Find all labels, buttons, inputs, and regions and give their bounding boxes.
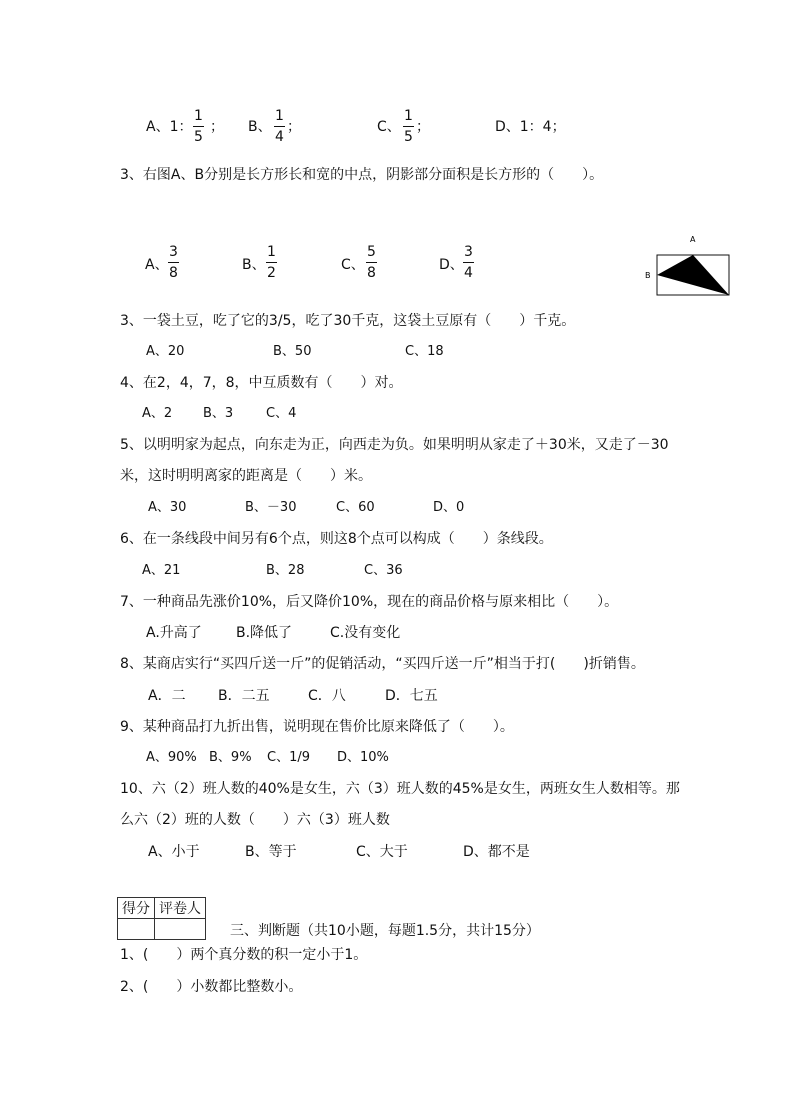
q3a-option-b-prefix: B、 — [242, 257, 266, 273]
numerator: 1 — [275, 108, 284, 124]
q5-option-c: C、60 — [336, 500, 375, 515]
shaded-triangle — [657, 255, 729, 295]
label-a: A — [690, 235, 696, 244]
numerator: 1 — [267, 244, 276, 260]
denominator: 4 — [275, 129, 284, 145]
q9-option-b: B、9% — [209, 750, 252, 765]
q5-question-line2: 米，这时明明离家的距离是（ ）米。 — [120, 468, 372, 484]
q3b-option-b: B、50 — [273, 344, 312, 359]
score-header: 得分 — [118, 898, 155, 919]
q4-question: 4、在2，4，7，8，中互质数有（ ）对。 — [120, 375, 403, 391]
grader-cell — [155, 919, 206, 940]
numerator: 3 — [464, 244, 473, 260]
q3a-option-a-prefix: A、 — [145, 257, 169, 273]
q3b-option-a: A、20 — [146, 344, 185, 359]
label-b: B — [645, 271, 651, 280]
q3b-option-c: C、18 — [405, 344, 444, 359]
q9-option-a: A、90% — [146, 750, 197, 765]
denominator: 5 — [194, 129, 203, 145]
q8-option-c: C．八 — [308, 688, 346, 704]
q3a-option-a-fraction — [168, 244, 179, 281]
q5-option-a: A、30 — [148, 500, 187, 515]
q2-option-b-suffix: ； — [287, 119, 301, 135]
q9-option-c: C、1/9 — [267, 750, 310, 765]
q10-option-a: A、小于 — [148, 844, 200, 860]
q3a-question: 3、右图A、B分别是长方形长和宽的中点，阴影部分面积是长方形的（ ）。 — [120, 167, 604, 183]
q8-option-a: A．二 — [148, 688, 186, 704]
q3a-option-c-fraction — [366, 244, 377, 281]
section3-q1: 1、( ）两个真分数的积一定小于1。 — [120, 947, 368, 963]
q4-option-c: C、4 — [266, 406, 297, 421]
q2-option-b-fraction — [274, 108, 285, 145]
q3a-option-c-prefix: C、 — [341, 257, 365, 273]
q4-option-a: A、2 — [142, 406, 173, 421]
q3a-option-d-fraction — [463, 244, 474, 281]
q5-option-b: B、－30 — [245, 500, 297, 515]
q3a-option-d-prefix: D、 — [439, 257, 464, 273]
q10-question-line2: 么六（2）班的人数（ ）六（3）班人数 — [120, 812, 390, 828]
q9-question: 9、某种商品打九折出售，说明现在售价比原来降低了（ ）。 — [120, 719, 514, 735]
q6-option-a: A、21 — [142, 563, 181, 578]
q7-option-c: C.没有变化 — [330, 625, 401, 641]
q8-option-b: B．二五 — [218, 688, 270, 704]
q7-option-b: B.降低了 — [236, 625, 293, 641]
numerator: 5 — [367, 244, 376, 260]
q3a-option-b-fraction — [266, 244, 277, 281]
numerator: 3 — [169, 244, 178, 260]
q7-question: 7、一种商品先涨价10%，后又降价10%，现在的商品价格与原来相比（ ）。 — [120, 594, 619, 610]
q2-option-b-prefix: B、 — [248, 119, 272, 135]
q2-option-c-prefix: C、 — [377, 119, 401, 135]
q10-option-c: C、大于 — [356, 844, 408, 860]
q5-option-d: D、0 — [433, 500, 465, 515]
q4-option-b: B、3 — [203, 406, 234, 421]
q3b-question: 3、一袋土豆，吃了它的3/5，吃了30千克，这袋土豆原有（ ）千克。 — [120, 313, 576, 329]
q10-option-b: B、等于 — [245, 844, 297, 860]
q7-option-a: A.升高了 — [146, 625, 202, 641]
grader-header: 评卷人 — [155, 898, 206, 919]
denominator: 8 — [367, 265, 376, 281]
numerator: 1 — [194, 108, 203, 124]
section3-q2: 2、( ）小数都比整数小。 — [120, 979, 303, 995]
q6-option-b: B、28 — [266, 563, 305, 578]
denominator: 4 — [464, 265, 473, 281]
q2-option-a-fraction — [193, 108, 204, 145]
denominator: 5 — [404, 129, 413, 145]
q6-option-c: C、36 — [364, 563, 403, 578]
q9-option-d: D、10% — [337, 750, 389, 765]
section3-title: 三、判断题（共10小题，每题1.5分，共计15分） — [230, 923, 540, 939]
q2-option-a-prefix: A、1： — [146, 119, 193, 135]
score-table — [117, 897, 206, 940]
numerator: 1 — [404, 108, 413, 124]
q10-question-line1: 10、六（2）班人数的40%是女生，六（3）班人数的45%是女生，两班女生人数相等。那 — [120, 781, 680, 797]
q10-option-d: D、都不是 — [463, 844, 530, 860]
rectangle-figure — [640, 230, 740, 300]
q8-option-d: D．七五 — [385, 688, 438, 704]
q8-question: 8、某商店实行“买四斤送一斤”的促销活动，“买四斤送一斤”相当于打( )折销售。 — [120, 656, 645, 672]
q2-option-d: D、1：4； — [495, 119, 566, 135]
q6-question: 6、在一条线段中间另有6个点，则这8个点可以构成（ ）条线段。 — [120, 531, 553, 547]
q5-question-line1: 5、以明明家为起点，向东走为正，向西走为负。如果明明从家走了＋30米，又走了－30 — [120, 437, 669, 453]
q2-option-c-fraction — [403, 108, 414, 145]
score-cell — [118, 919, 155, 940]
denominator: 2 — [267, 265, 276, 281]
denominator: 8 — [169, 265, 178, 281]
q2-option-a-suffix: ； — [210, 119, 224, 135]
q2-option-c-suffix: ； — [416, 119, 430, 135]
